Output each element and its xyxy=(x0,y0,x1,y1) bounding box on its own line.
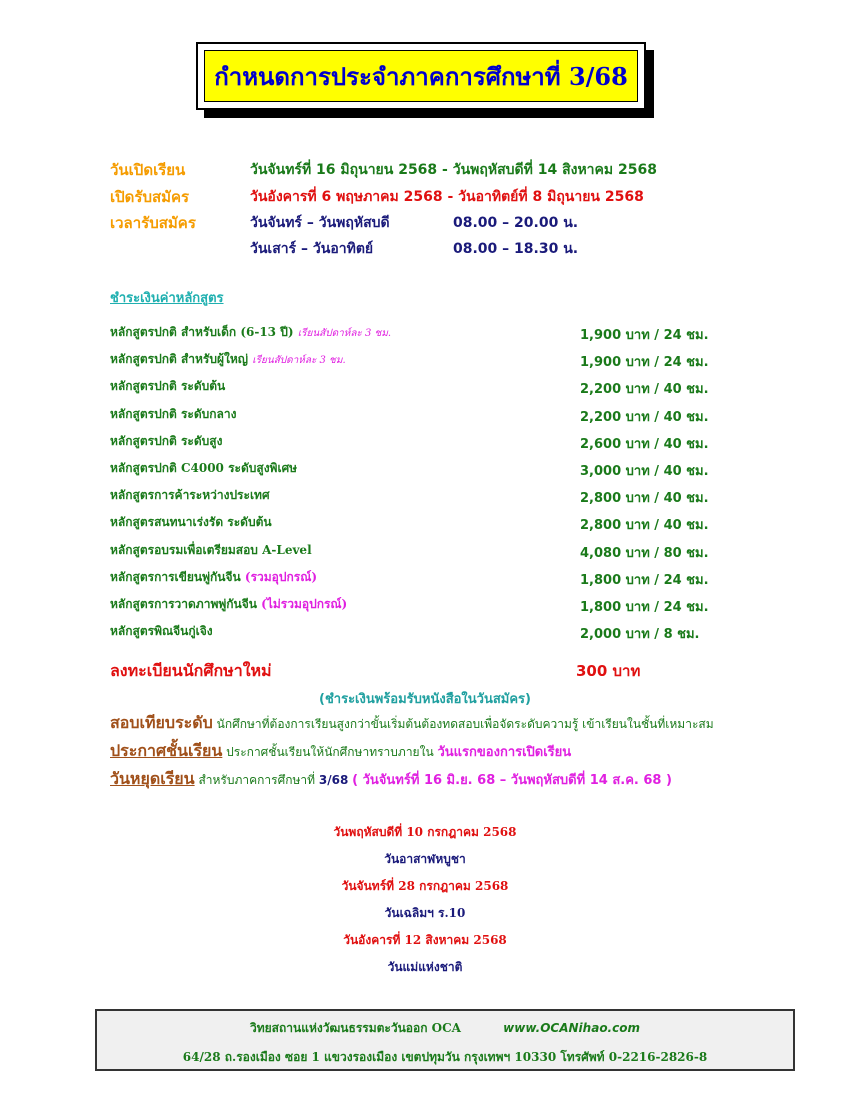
course-name xyxy=(110,323,391,342)
announce-text: ประกาศชั้นเรียนให้นักศึกษาทราบภายใน xyxy=(226,745,434,759)
registration-price: 300 บาท xyxy=(576,662,641,680)
course-name xyxy=(110,486,270,505)
holiday-name-1: วันอาสาฬหบูชา xyxy=(384,852,466,866)
course-name xyxy=(110,595,347,614)
weekday-days: วันจันทร์ – วันพฤหัสบดี xyxy=(250,215,390,231)
course-price: 3,000 บาท / 40 ชม. xyxy=(580,464,709,479)
course-name xyxy=(110,459,297,478)
holiday-date-1: วันพฤหัสบดีที่ 10 กรกฎาคม 2568 xyxy=(333,825,517,839)
footer-box xyxy=(95,1009,795,1071)
weekday-time: 08.00 – 20.00 น. xyxy=(453,215,579,231)
course-equipment-note: (ไม่รวมอุปกรณ์) xyxy=(261,597,348,611)
hours-label: เวลารับสมัคร xyxy=(110,214,196,232)
institute-name: วิทยสถานแห่งวัฒนธรรมตะวันออก OCA xyxy=(250,1021,461,1035)
course-price: 2,600 บาท / 40 ชม. xyxy=(580,437,709,452)
open-label: วันเปิดเรียน xyxy=(110,161,186,179)
weekend-time: 08.00 – 18.30 น. xyxy=(453,241,579,257)
closures-key: วันหยุดเรียน xyxy=(110,769,195,788)
course-price: 2,800 บาท / 40 ชม. xyxy=(580,518,709,533)
apply-value: วันอังคารที่ 6 พฤษภาคม 2568 - วันอาทิตย์ที่ 8 มิถุนายน 2568 xyxy=(250,189,644,205)
course-title: หลักสูตรอบรมเพื่อเตรียมสอบ A-Level xyxy=(110,543,312,557)
page-title: กำหนดการประจำภาคการศึกษาที่ 3/68 xyxy=(204,50,638,102)
course-price: 1,800 บาท / 24 ชม. xyxy=(580,600,709,615)
course-price: 1,900 บาท / 24 ชม. xyxy=(580,355,709,370)
closures-term: 3/68 xyxy=(318,773,349,787)
course-equipment-note: (รวมอุปกรณ์) xyxy=(244,570,318,584)
course-price: 2,200 บาท / 40 ชม. xyxy=(580,382,709,397)
course-title: หลักสูตรปกติ C4000 ระดับสูงพิเศษ xyxy=(110,461,298,475)
footer-line-1 xyxy=(97,1019,793,1038)
course-name xyxy=(110,541,312,560)
course-name xyxy=(110,405,236,424)
holiday-date-2: วันจันทร์ที่ 28 กรกฎาคม 2568 xyxy=(341,879,509,893)
placement-key: สอบเทียบระดับ xyxy=(110,713,213,732)
course-title: หลักสูตรปกติ ระดับกลาง xyxy=(110,407,237,421)
course-name xyxy=(110,377,225,396)
placement-text: นักศึกษาที่ต้องการเรียนสูงกว่าขั้นเริ่มต้นต้องทดสอบเพื่อจัดระดับความรู้ เข้าเรียนในชั้นที่เหมาะสม xyxy=(216,717,714,731)
placement-line xyxy=(110,711,714,736)
announce-highlight: วันแรกของการเปิดเรียน xyxy=(437,745,572,760)
registration-label: ลงทะเบียนนักศึกษาใหม่ xyxy=(110,661,272,680)
course-name xyxy=(110,432,222,451)
course-name xyxy=(110,568,317,587)
course-price: 2,000 บาท / 8 ชม. xyxy=(580,627,700,642)
weekend-days: วันเสาร์ – วันอาทิตย์ xyxy=(250,241,374,257)
course-price: 1,900 บาท / 24 ชม. xyxy=(580,328,709,343)
course-title: หลักสูตรปกติ สำหรับเด็ก (6-13 ปี) xyxy=(110,325,294,339)
course-note: เรียนสัปดาห์ละ 3 ชม. xyxy=(297,328,392,339)
payment-note: (ชำระเงินพร้อมรับหนังสือในวันสมัคร) xyxy=(319,692,531,707)
course-title: หลักสูตรสนทนาเร่งรัด ระดับต้น xyxy=(110,515,272,529)
course-note: เรียนสัปดาห์ละ 3 ชม. xyxy=(252,355,346,366)
course-price: 4,080 บาท / 80 ชม. xyxy=(580,546,709,561)
fees-heading: ชำระเงินค่าหลักสูตร xyxy=(110,291,224,306)
course-title: หลักสูตรปกติ สำหรับผู้ใหญ่ xyxy=(110,352,249,366)
course-title: หลักสูตรการค้าระหว่างประเทศ xyxy=(110,488,270,502)
course-name xyxy=(110,513,272,532)
course-price: 1,800 บาท / 24 ชม. xyxy=(580,573,709,588)
open-value: วันจันทร์ที่ 16 มิถุนายน 2568 - วันพฤหัสบดีที่ 14 สิงหาคม 2568 xyxy=(250,162,657,178)
course-name xyxy=(110,350,346,369)
closures-range: ( วันจันทร์ที่ 16 มิ.ย. 68 – วันพฤหัสบดีที่ 14 ส.ค. 68 ) xyxy=(352,773,672,788)
holiday-date-3: วันอังคารที่ 12 สิงหาคม 2568 xyxy=(343,933,507,947)
closures-text: สำหรับภาคการศึกษาที่ xyxy=(198,773,316,787)
apply-label: เปิดรับสมัคร xyxy=(110,188,190,206)
footer-address: 64/28 ถ.รองเมือง ซอย 1 แขวงรองเมือง เขตปทุมวัน กรุงเทพฯ 10330 โทรศัพท์ 0-2216-2826-8 xyxy=(182,1050,708,1064)
title-box xyxy=(196,42,646,110)
course-price: 2,800 บาท / 40 ชม. xyxy=(580,491,709,506)
course-name xyxy=(110,622,213,641)
holiday-name-3: วันแม่แห่งชาติ xyxy=(387,960,463,974)
course-price: 2,200 บาท / 40 ชม. xyxy=(580,410,709,425)
course-title: หลักสูตรการเขียนพู่กันจีน xyxy=(110,570,241,584)
course-title: หลักสูตรปกติ ระดับต้น xyxy=(110,379,226,393)
course-title: หลักสูตรปกติ ระดับสูง xyxy=(110,434,223,448)
course-title: หลักสูตรการวาดภาพพู่กันจีน xyxy=(110,597,257,611)
course-title: หลักสูตรพิณจีนกู่เจิง xyxy=(110,624,213,638)
holiday-name-2: วันเฉลิมฯ ร.10 xyxy=(384,906,466,920)
closures-line xyxy=(110,767,672,792)
announce-key: ประกาศชั้นเรียน xyxy=(110,741,223,760)
website-link[interactable]: www.OCANihao.com xyxy=(503,1021,640,1035)
announce-line xyxy=(110,739,571,764)
